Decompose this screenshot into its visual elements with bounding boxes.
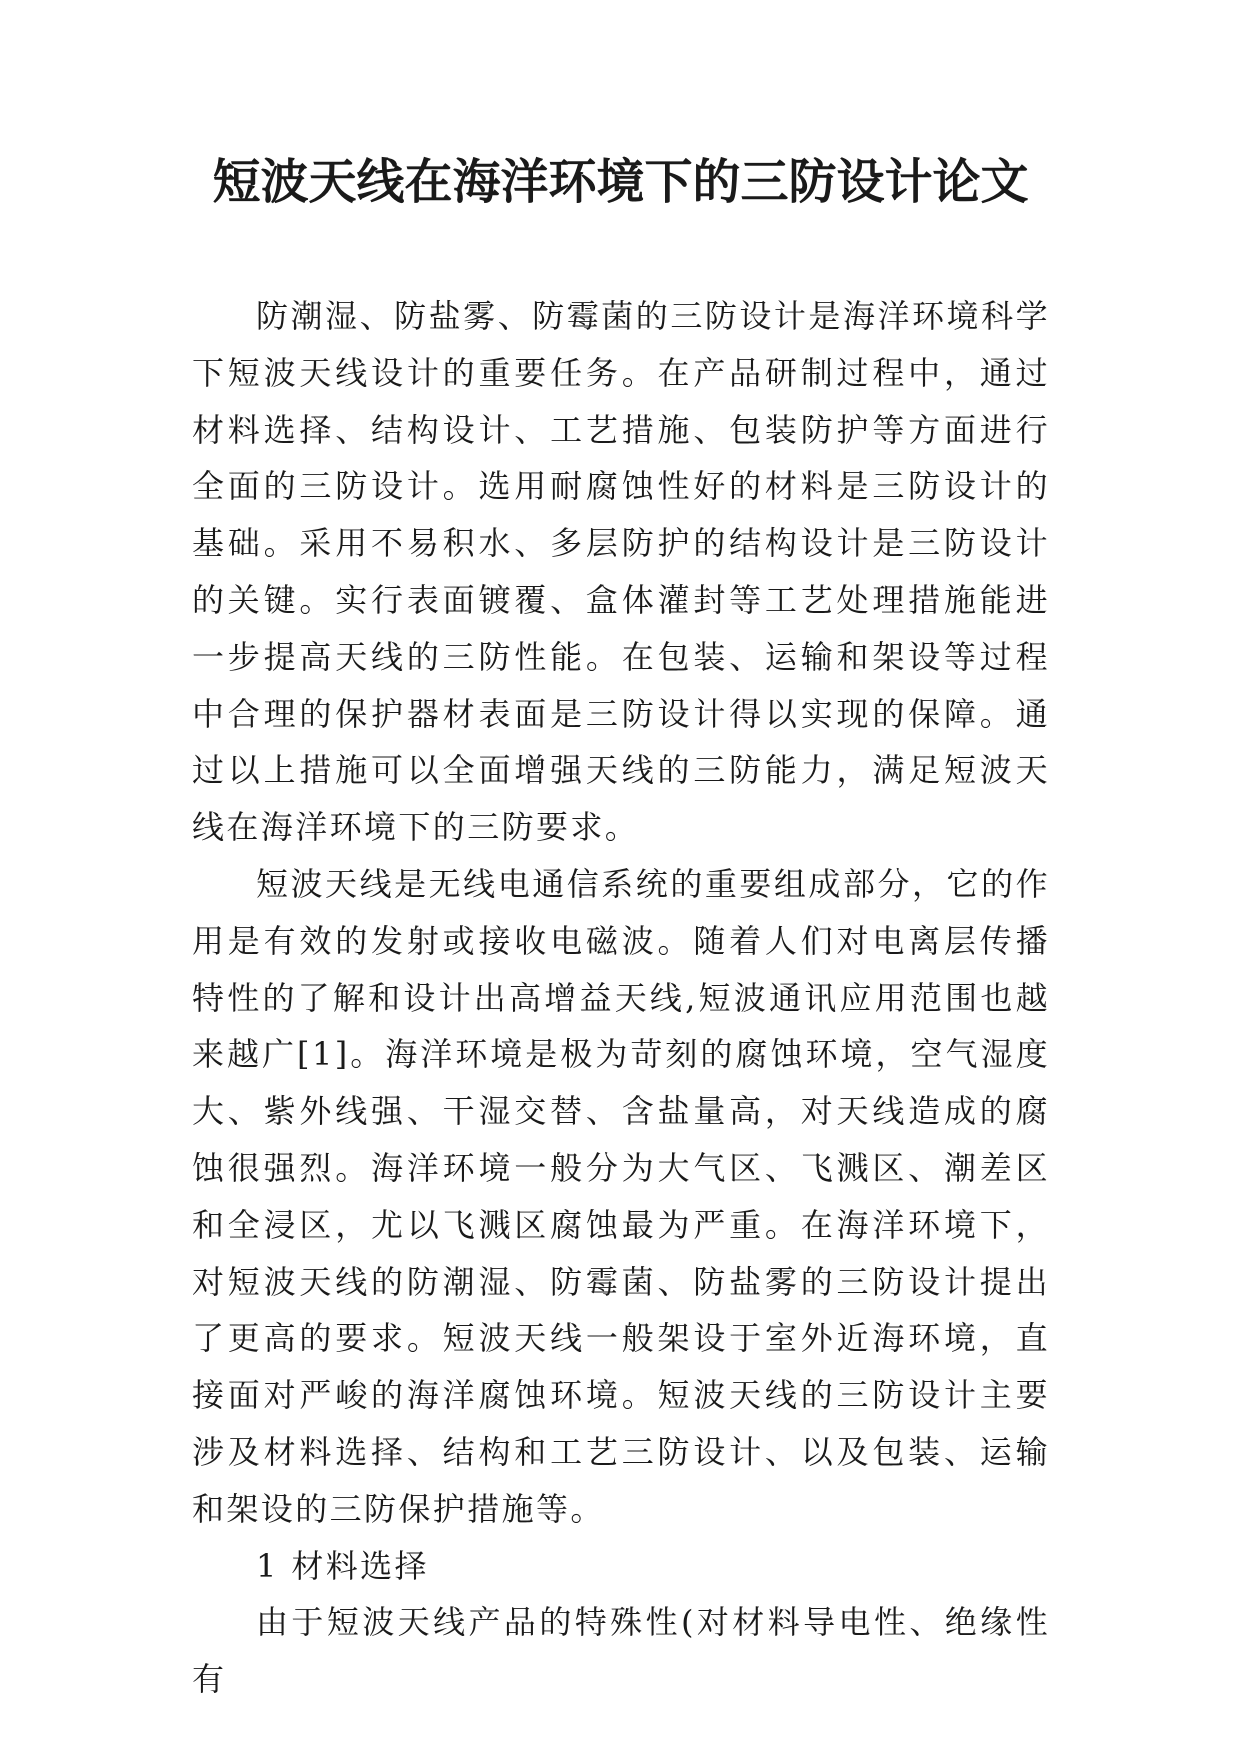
section-heading-material-selection: 1 材料选择 (256, 1546, 429, 1585)
document-title: 短波天线在海洋环境下的三防设计论文 (212, 154, 1029, 210)
document-body (192, 288, 1050, 1708)
paragraph-abstract: 防潮湿、防盐雾、防霉菌的三防设计是海洋环境科学下短波天线设计的重要任务。在产品研制过程中，通过材料选择、结构设计、工艺措施、包装防护等方面进行全面的三防设计。选用耐腐蚀性好的材料是三防设计的基础。采用不易积水、多层防护的结构设计是三防设计的关键。实行表面镀覆、盒体灌封等工艺处理措施能进一步提高天线的三防性能。在包装、运输和架设等过程中合理的保护器材表面是三防设计得以实现的保障。通过以上措施可以全面增强天线的三防能力，满足短波天线在海洋环境下的三防要求。 (192, 297, 1050, 847)
paragraph-introduction: 短波天线是无线电通信系统的重要组成部分，它的作用是有效的发射或接收电磁波。随着人们对电离层传播特性的了解和设计出高增益天线,短波通讯应用范围也越来越广[1]。海洋环境是极为苛刻的腐蚀环境，空气湿度大、紫外线强、干湿交替、含盐量高，对天线造成的腐蚀很强烈。海洋环境一般分为大气区、飞溅区、潮差区和全浸区，尤以飞溅区腐蚀最为严重。在海洋环境下，对短波天线的防潮湿、防霉菌、防盐雾的三防设计提出了更高的要求。短波天线一般架设于室外近海环境，直接面对严峻的海洋腐蚀环境。短波天线的三防设计主要涉及材料选择、结构和工艺三防设计、以及包装、运输和架设的三防保护措施等。 (192, 864, 1050, 1528)
paragraph-material-selection: 由于短波天线产品的特殊性(对材料导电性、绝缘性有 (192, 1603, 1050, 1699)
